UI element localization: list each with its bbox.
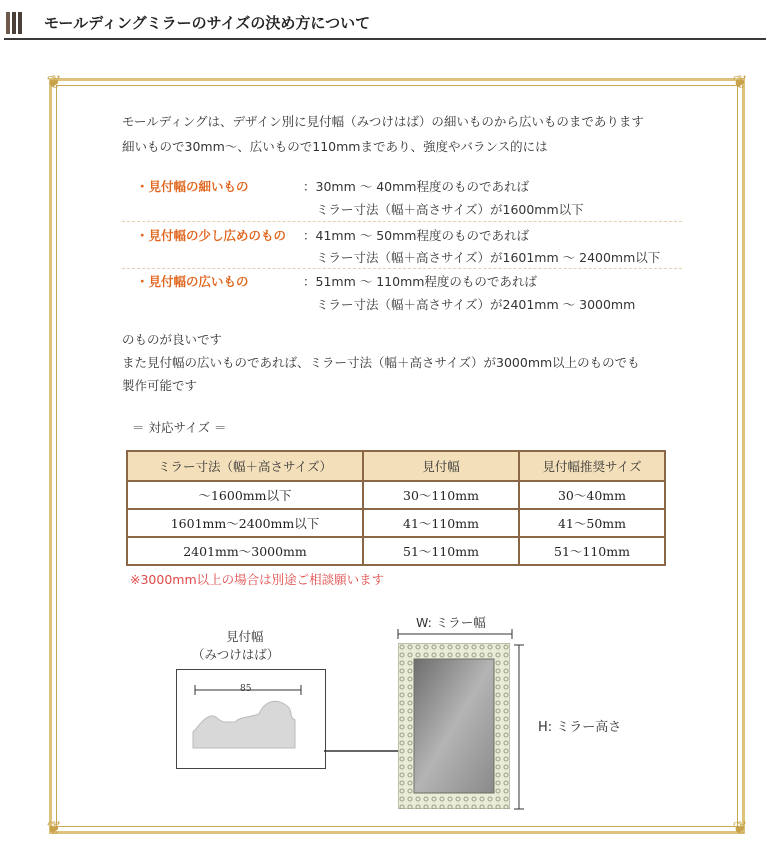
column-header: 見付幅推奨サイズ bbox=[519, 451, 665, 481]
corner-ornament-icon: ❦ bbox=[732, 72, 748, 93]
height-label: H: ミラー高さ bbox=[538, 720, 622, 735]
guide-label: ・見付幅の少し広めのもの bbox=[136, 228, 287, 243]
guide-line: ：41mm 〜 50mm程度のものであれば bbox=[303, 228, 529, 243]
guide-line: ミラー寸法（幅＋高さサイズ）が1601mm 〜 2400mm以下 bbox=[316, 250, 661, 265]
corner-ornament-icon: ❦ bbox=[732, 818, 748, 839]
divider bbox=[122, 221, 682, 222]
guide-line: ：30mm 〜 40mm程度のものであれば bbox=[303, 179, 529, 194]
column-header: ミラー寸法（幅＋高さサイズ） bbox=[127, 451, 363, 481]
table-cell: 30〜40mm bbox=[519, 481, 665, 509]
table-cell: 〜1600mm以下 bbox=[127, 481, 363, 509]
table-header-row bbox=[127, 451, 665, 481]
table-caption: ＝ 対応サイズ ＝ bbox=[132, 420, 227, 435]
table-cell: 1601mm〜2400mm以下 bbox=[127, 509, 363, 537]
height-dimension-line bbox=[512, 643, 526, 811]
table-cell: 2401mm〜3000mm bbox=[127, 537, 363, 565]
guide-line: ：51mm 〜 110mm程度のものであれば bbox=[303, 274, 537, 289]
outro-line-3: 製作可能です bbox=[122, 378, 198, 393]
mirror-icon bbox=[398, 643, 510, 809]
size-table bbox=[126, 450, 666, 566]
width-dimension-line bbox=[396, 628, 514, 640]
intro-line-1: モールディングは、デザイン別に見付幅（みつけはば）の細いものから広いものまであります bbox=[122, 114, 644, 129]
intro-line-2: 細いもので30mm〜、広いもので110mmまであり、強度やバランス的には bbox=[122, 139, 548, 154]
table-row bbox=[127, 509, 665, 537]
corner-ornament-icon: ❦ bbox=[46, 818, 62, 839]
guide-label: ・見付幅の広いもの bbox=[136, 274, 249, 289]
divider bbox=[122, 268, 682, 269]
outro-line-1: のものが良いです bbox=[122, 332, 223, 347]
section-header bbox=[4, 8, 766, 40]
header-bars-icon bbox=[6, 12, 24, 34]
profile-dimension-label: 85 bbox=[240, 684, 252, 694]
guide-line: ミラー寸法（幅＋高さサイズ）が1600mm以下 bbox=[316, 202, 584, 217]
table-cell: 41〜50mm bbox=[519, 509, 665, 537]
width-label: W: ミラー幅 bbox=[416, 615, 486, 630]
guide-line: ミラー寸法（幅＋高さサイズ）が2401mm 〜 3000mm bbox=[316, 297, 636, 312]
table-cell: 30〜110mm bbox=[363, 481, 519, 509]
table-row bbox=[127, 537, 665, 565]
mirror-diagram bbox=[398, 643, 510, 809]
table-note: ※3000mm以上の場合は別途ご相談願います bbox=[130, 572, 385, 587]
outro-line-2: また見付幅の広いものであれば、ミラー寸法（幅＋高さサイズ）が3000mm以上のものでも bbox=[122, 355, 640, 370]
corner-ornament-icon: ❦ bbox=[46, 72, 62, 93]
page-title: モールディングミラーのサイズの決め方について bbox=[44, 14, 371, 32]
table-cell: 51〜110mm bbox=[363, 537, 519, 565]
guide-label: ・見付幅の細いもの bbox=[136, 179, 249, 194]
table-cell: 41〜110mm bbox=[363, 509, 519, 537]
table-row bbox=[127, 481, 665, 509]
table-cell: 51〜110mm bbox=[519, 537, 665, 565]
column-header: 見付幅 bbox=[363, 451, 519, 481]
profile-title: 見付幅 bbox=[226, 629, 264, 644]
profile-subtitle: （みつけはば） bbox=[192, 647, 280, 662]
